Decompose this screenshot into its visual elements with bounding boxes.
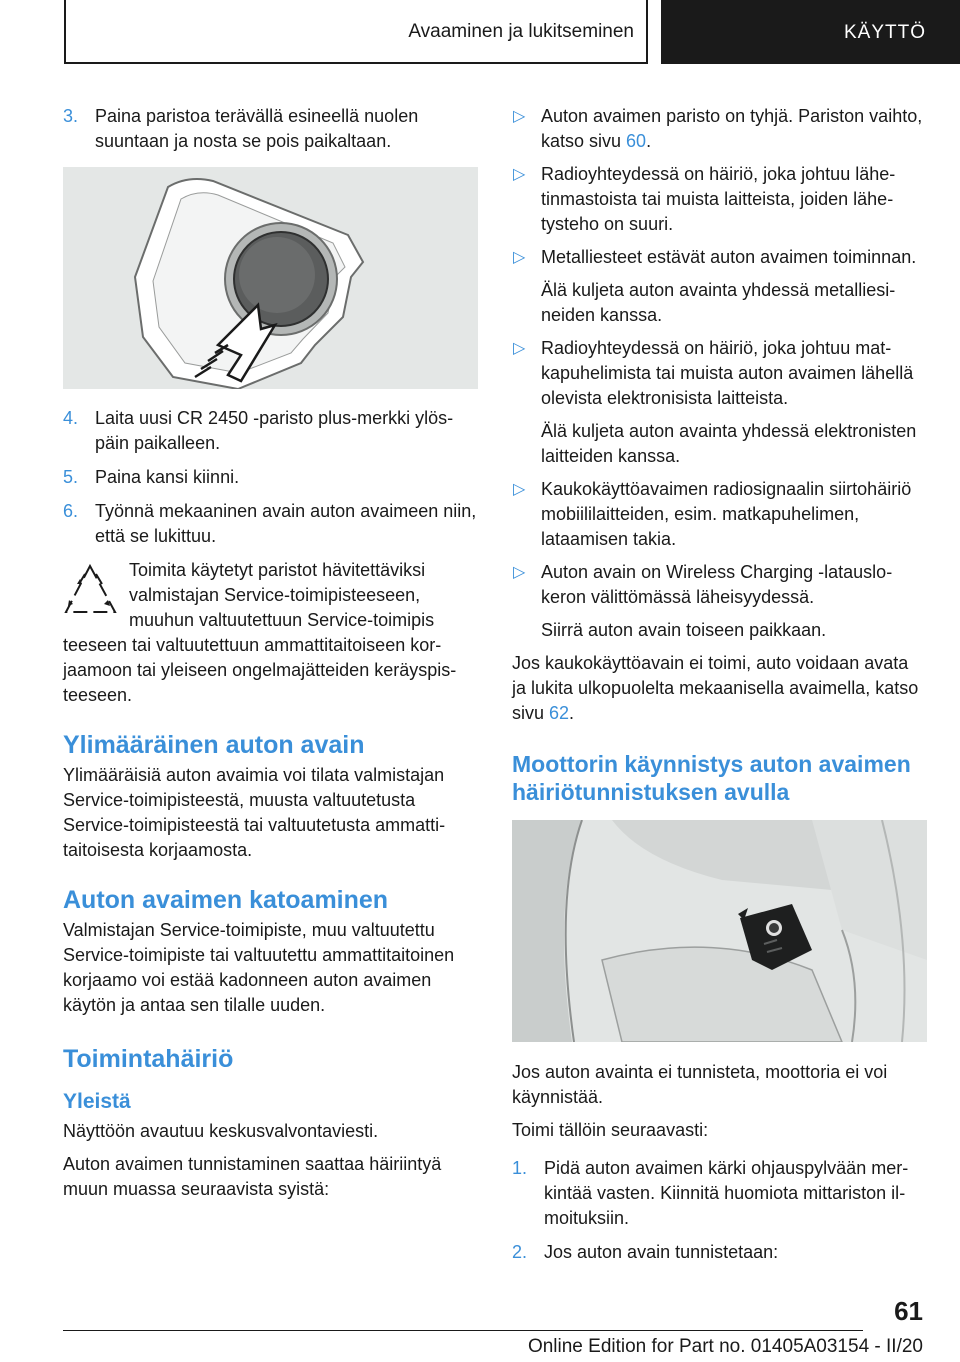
cause-list-item <box>512 560 927 643</box>
general-paragraph-2: Auton avaimen tunnistaminen saattaa häiriintyä muun muassa seuraavista syistä: <box>63 1154 442 1199</box>
start-paragraph-2: Toimi tällöin seuraavasti: <box>512 1120 709 1140</box>
footer-edition: Online Edition for Part no. 01405A03154 - II/20 <box>527 1336 923 1357</box>
start-step-2 <box>512 1240 927 1265</box>
key-at-steering-column-image <box>512 820 927 1042</box>
cause-text: Radioyhteydessä on häiriö, joka johtuu matkapuhelimista tai muista auton avaimen lähellä olevista elektronisista laitteista. <box>541 338 914 408</box>
triangle-bullet-icon: ▷ <box>513 340 526 357</box>
heading-lost-key: Auton avaimen katoaminen <box>63 886 389 914</box>
heading-extra-key: Ylimääräinen auton avain <box>63 731 365 759</box>
cause-list-item <box>512 336 927 469</box>
right-column <box>512 104 927 1274</box>
cause-text: Kaukokäyttöavaimen radiosignaalin siirtohäiriö mobiililaitteiden, esim. matkapuhelimen, lataamisen takia. <box>541 479 912 549</box>
step-3 <box>63 104 478 154</box>
recycling-note <box>63 558 478 708</box>
step-text: Paina paristoa terävällä esineellä nuolen suuntaan ja nosta se pois paikaltaan. <box>95 106 419 151</box>
header-chapter-title: KÄYTTÖ <box>843 21 926 43</box>
step-number: 4. <box>63 408 79 428</box>
extra-key-paragraph: Ylimääräisiä auton avaimia voi tilata valmistajan Service-toimipisteestä, muusta valtuutetusta Service-toimipisteestä tai valtuutetusta ammattitaitoisesta korjaamosta. <box>63 765 446 860</box>
cause-advice: Älä kuljeta auton avainta yhdessä elektronisten laitteiden kanssa. <box>541 421 917 466</box>
step-number: 6. <box>63 501 79 521</box>
triangle-bullet-icon: ▷ <box>513 249 526 266</box>
triangle-bullet-icon: ▷ <box>513 481 526 498</box>
recycling-lead-text: Toimita käytetyt paristot hävitettäviksi valmistajan Service-toimipisteeseen, muuhun valtuutettuun Service-toimipis <box>129 560 435 630</box>
step-number: 5. <box>63 467 79 487</box>
cause-text: Radioyhteydessä on häiriö, joka johtuu lähetinmastoista tai muista laitteista, joiden lähetysteho on suuri. <box>541 164 896 234</box>
recycling-rest-text: teeseen tai valtuutettuun ammattitaitoiseen korjaamoon tai yleiseen ongelmajätteiden keräyspisteeseen. <box>63 635 457 705</box>
heading-malfunction: Toimintahäiriö <box>63 1045 234 1073</box>
step-number: 3. <box>63 106 79 126</box>
step-text: Työnnä mekaaninen avain auton avaimeen niin, että se lukittuu. <box>95 501 477 546</box>
step-number: 2. <box>512 1242 528 1262</box>
key-battery-image <box>63 167 478 389</box>
step-text: Laita uusi CR 2450 -paristo plus-merkki ylöspäin paikalleen. <box>95 408 454 453</box>
cause-list-item: ▷ Auton avaimen paristo on tyhjä. Pariston vaihto, katso sivu 60. <box>513 106 923 151</box>
header-chapter-tab <box>661 0 960 64</box>
recycle-icon <box>63 562 118 620</box>
heading-engine-start: Moottorin käynnistys auton avaimen häiriötunnistuksen avulla <box>512 751 911 805</box>
step-text: Paina kansi kiinni. <box>95 467 240 487</box>
cause-text: Auton avain on Wireless Charging -latauslokeron välittömässä läheisyydessä. <box>541 562 893 607</box>
cause-list-item <box>512 477 927 552</box>
remote-key-paragraph: Jos kaukokäyttöavain ei toimi, auto voidaan avata ja lukita ulkopuolelta mekaanisella avaimella, katso sivu 62. <box>512 653 919 723</box>
triangle-bullet-icon: ▷ <box>513 108 526 125</box>
cause-advice: Älä kuljeta auton avainta yhdessä metalliesineiden kanssa. <box>541 280 896 325</box>
start-step-1 <box>512 1156 927 1231</box>
step-6 <box>63 499 478 549</box>
start-paragraph-1: Jos auton avainta ei tunnisteta, moottoria ei voi käynnistää. <box>512 1062 888 1107</box>
step-5 <box>63 465 478 490</box>
cause-text: Metalliesteet estävät auton avaimen toiminnan. <box>541 247 917 267</box>
page-link-62[interactable]: 62 <box>549 703 570 723</box>
triangle-bullet-icon: ▷ <box>513 166 526 183</box>
header-section-title: Avaaminen ja lukitseminen <box>408 20 634 42</box>
heading-general: Yleistä <box>63 1090 131 1113</box>
triangle-bullet-icon: ▷ <box>513 564 526 581</box>
cause-list-item <box>512 245 927 328</box>
page-number: 61 <box>894 1296 923 1326</box>
left-column <box>63 104 478 1210</box>
header-section-box <box>64 0 648 64</box>
step-text: Pidä auton avaimen kärki ohjauspylvään merkintää vasten. Kiinnitä huomiota mittariston ilmoituksiin. <box>544 1158 909 1228</box>
step-text: Jos auton avain tunnistetaan: <box>544 1242 779 1262</box>
cause-list-item <box>512 162 927 237</box>
page-link-60[interactable]: 60 <box>626 131 647 151</box>
cause-text: Auton avaimen paristo on tyhjä. Pariston vaihto, katso sivu <box>541 106 923 151</box>
step-4 <box>63 406 478 456</box>
steering-column-illustration <box>512 820 927 1042</box>
cause-advice: Siirrä auton avain toiseen paikkaan. <box>541 620 827 640</box>
battery-removal-illustration <box>63 167 478 389</box>
lost-key-paragraph: Valmistajan Service-toimipiste, muu valtuutettu Service-toimipiste tai valtuutettu ammattitaitoinen korjaamo voi estää kadonneen auton avaimen käytön ja antaa sen tilalle uuden. <box>63 920 455 1015</box>
general-paragraph-1: Näyttöön avautuu keskusvalvontaviesti. <box>63 1121 379 1141</box>
footer-divider <box>63 1330 863 1331</box>
step-number: 1. <box>512 1158 528 1178</box>
